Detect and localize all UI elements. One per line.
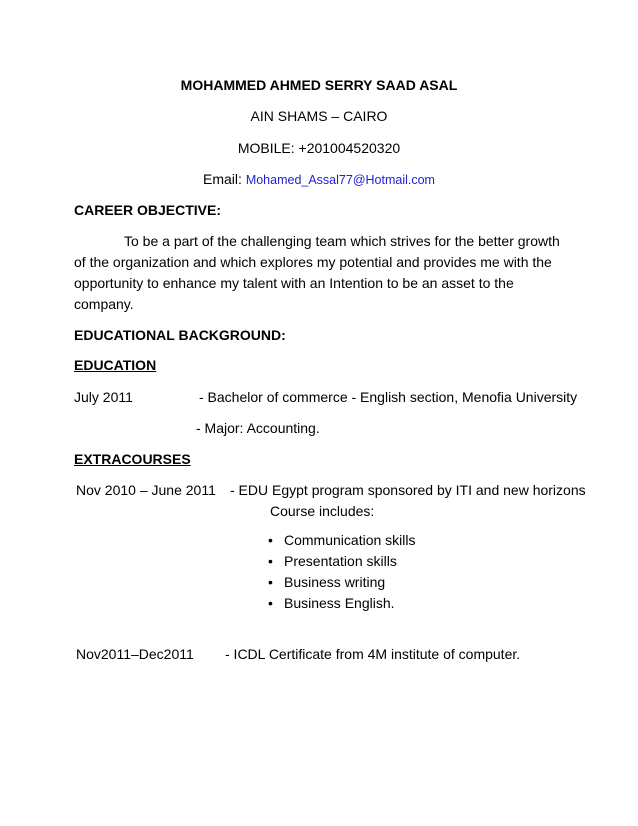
objective-line: opportunity to enhance my talent with an Intention to be an asset to the: [74, 275, 514, 291]
objective-line: company.: [74, 296, 134, 312]
education-major: - Major: Accounting.: [196, 420, 320, 436]
location: AIN SHAMS – CAIRO: [250, 108, 388, 124]
course2-date: Nov2011–Dec2011: [76, 646, 194, 662]
educational-background-heading: EDUCATIONAL BACKGROUND:: [74, 327, 286, 343]
bullet-icon: •: [268, 553, 273, 569]
email-link[interactable]: Mohamed_Assal77@Hotmail.com: [245, 173, 435, 187]
bullet-label: Business writing: [284, 574, 386, 590]
education-date: July 2011: [74, 389, 133, 405]
course1-includes: Course includes:: [270, 503, 375, 519]
bullet-icon: •: [268, 574, 273, 590]
email-label: Email:: [203, 171, 246, 187]
extracourses-heading: EXTRACOURSES: [74, 451, 191, 467]
mobile: MOBILE: +201004520320: [237, 140, 401, 156]
course1-date: Nov 2010 – June 2011: [76, 482, 216, 498]
candidate-name: MOHAMMED AHMED SERRY SAAD ASAL: [180, 77, 458, 93]
bullet-label: Communication skills: [284, 532, 416, 548]
bullet-icon: •: [268, 532, 273, 548]
career-objective-heading: CAREER OBJECTIVE:: [74, 202, 222, 218]
course1-description: - EDU Egypt program sponsored by ITI and new horizons: [230, 482, 586, 498]
education-heading: EDUCATION: [74, 357, 157, 373]
course-bullet-item: [268, 593, 395, 613]
bullet-label: Presentation skills: [284, 553, 397, 569]
course-bullet-item: [268, 551, 397, 571]
objective-line: To be a part of the challenging team which strives for the better growth: [124, 233, 560, 249]
course2-description: - ICDL Certificate from 4M institute of computer.: [225, 646, 521, 662]
course-bullet-item: [268, 572, 385, 592]
bullet-icon: •: [268, 595, 273, 611]
education-degree: - Bachelor of commerce - English section, Menofia University: [199, 389, 578, 405]
objective-line: of the organization and which explores my potential and provides me with the: [74, 254, 552, 270]
email-line: [0, 170, 638, 189]
course-bullet-item: [268, 530, 415, 550]
bullet-label: Business English.: [284, 595, 395, 611]
